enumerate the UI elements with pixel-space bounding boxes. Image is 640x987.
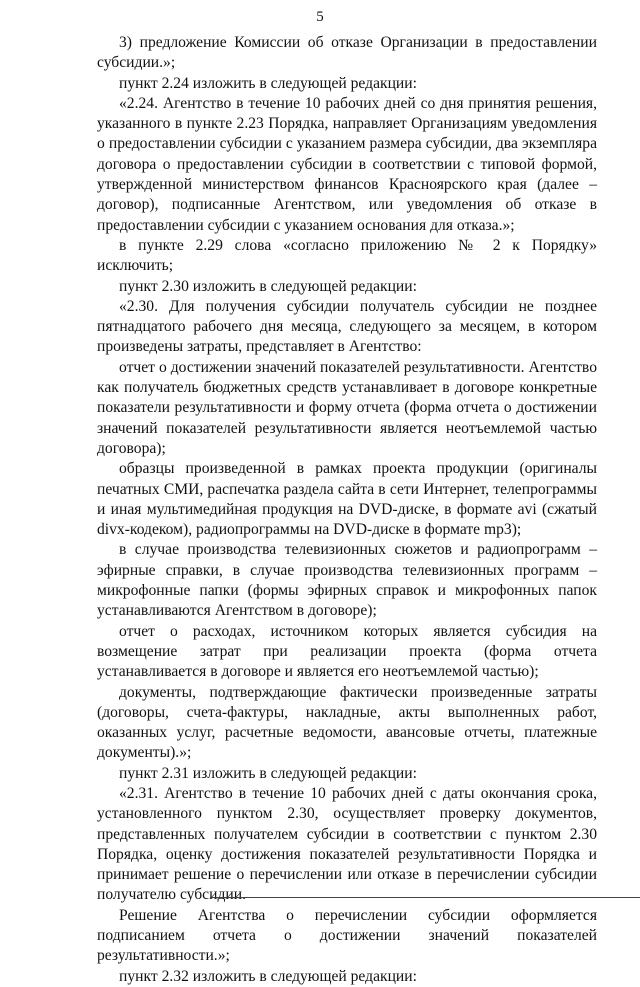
paragraph-item-2-29: в пункте 2.29 слова «согласно приложению № 2 к Порядку» исключить; bbox=[97, 236, 597, 275]
paragraph-product-samples: образцы произведенной в рамках проекта продукции (оригиналы печатных СМИ, распечатка раздела сайта в сети Интернет, телепрограммы и иная мультимедийная продукция на DVD-диске, в формате avi (сжатый divx-кодеком), радиопрограммы на DVD-диске в формате mp3); bbox=[97, 460, 597, 539]
paragraph-supporting-documents: документы, подтверждающие фактически произведенные затраты (договоры, счета-фактуры, накладные, акты выполненных работ, оказанных услуг, расчетные ведомости, авансовые отчеты, платежные документы).»; bbox=[97, 683, 597, 762]
document-body bbox=[97, 33, 597, 987]
paragraph-expense-report: отчет о расходах, источником которых является субсидия на возмещение затрат при реализации проекта (форма отчета устанавливается в договоре и является его неотъемлемой частью); bbox=[97, 622, 597, 681]
paragraph-performance-report: отчет о достижении значений показателей результативности. Агентство как получатель бюджетных средств устанавливает в договоре конкретные показатели результативности и форму отчета (форма отчета о достижении значений показателей результативности является неотъемлемой частью договора); bbox=[97, 358, 597, 457]
paragraph-item-2-24-heading: пункт 2.24 изложить в следующей редакции: bbox=[119, 74, 417, 92]
paragraph-broadcast-certificates: в случае производства телевизионных сюжетов и радиопрограмм – эфирные справки, в случае производства телевизионных программ – микрофонные папки (формы эфирных справок и микрофонных папок устанавливаются Агентством в договоре); bbox=[97, 541, 597, 620]
paragraph-item-2-24-text: «2.24. Агентство в течение 10 рабочих дней со дня принятия решения, указанного в пункте 2.23 Порядка, направляет Организациям уведомления о предоставлении субсидии с указанием размера субсидии, два экземпляра договора о предоставлении субсидии в соответствии с типовой формой, утвержденной министерством финансов Красноярского края (далее – договор), подписанные Агентством, или уведомления об отказе в предоставлении субсидии с указанием основания для отказа.»; bbox=[97, 94, 597, 234]
page-number: 5 bbox=[316, 9, 324, 25]
paragraph-item-2-32-heading: пункт 2.32 изложить в следующей редакции: bbox=[119, 967, 417, 985]
paragraph-item-2-31-text: «2.31. Агентство в течение 10 рабочих дней с даты окончания срока, установленного пунктом 2.30, осуществляет проверку документов, представленных получателем субсидии в соответствии с пунктом 2.30 Порядка, оценку достижения показателей результативности Порядка и принимает решение о перечислении или отказе в перечислении субсидии получателю субсидии. bbox=[97, 784, 597, 904]
paragraph-agency-decision: Решение Агентства о перечислении субсидии оформляется подписанием отчета о достижении значений показателей результативности.»; bbox=[97, 906, 597, 965]
paragraph-item-2-30-heading: пункт 2.30 изложить в следующей редакции: bbox=[119, 277, 417, 295]
footer-divider bbox=[210, 897, 640, 898]
paragraph-commission-refusal: 3) предложение Комиссии об отказе Организации в предоставлении субсидии.»; bbox=[97, 34, 597, 72]
paragraph-item-2-30-text: «2.30. Для получения субсидии получатель субсидии не позднее пятнадцатого рабочего дня месяца, следующего за месяцем, в котором произведены затраты, представляет в Агентство: bbox=[97, 297, 597, 356]
paragraph-item-2-31-heading: пункт 2.31 изложить в следующей редакции: bbox=[119, 764, 417, 782]
